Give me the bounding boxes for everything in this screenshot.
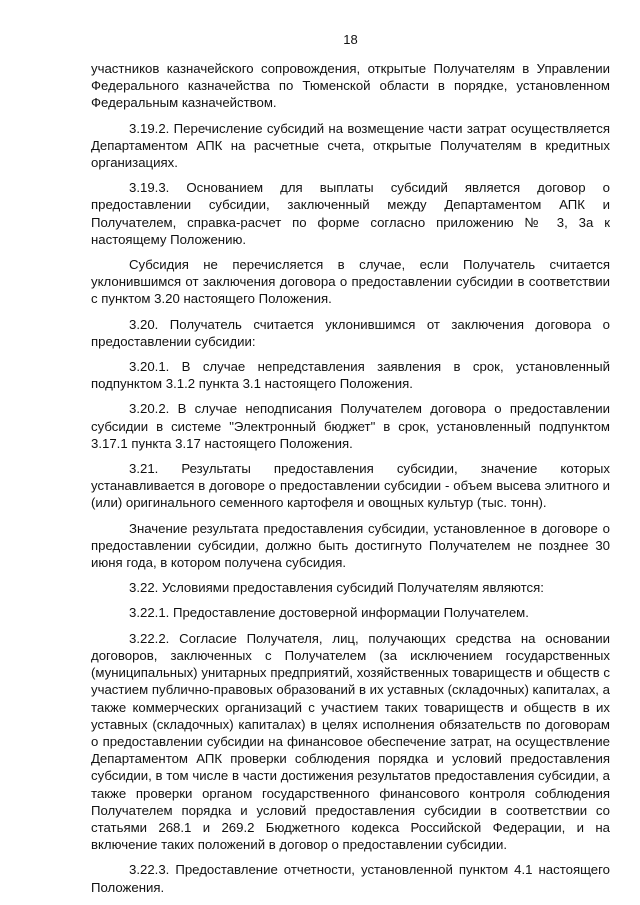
paragraph-3-22-3: 3.22.3. Предоставление отчетности, установленной пунктом 4.1 настоящего Положения. xyxy=(91,862,610,895)
paragraph-3-21: 3.21. Результаты предоставления субсидии, значение которых устанавливается в договоре о предоставлении субсидии - объем высева элитного и (или) оригинального семенного картофеля и овощных культур (тыс. тонн). xyxy=(91,461,610,511)
paragraph-3-20-2: 3.20.2. В случае неподписания Получателем договора о предоставлении субсидии в системе "Электронный бюджет" в срок, установленный подпунктом 3.17.1 пункта 3.17 настоящего Положения. xyxy=(91,401,610,451)
paragraph-continuation: участников казначейского сопровождения, открытые Получателям в Управлении Федерального казначейства по Тюменской области в порядке, установленном Федеральным казначейством. xyxy=(91,61,610,111)
paragraph-3-22: 3.22. Условиями предоставления субсидий Получателям являются: xyxy=(129,580,544,596)
paragraph-3-22-1: 3.22.1. Предоставление достоверной информации Получателем. xyxy=(129,605,529,621)
paragraph-3-20: 3.20. Получатель считается уклонившимся от заключения договора о предоставлении субсидии: xyxy=(91,316,610,349)
paragraph-3-19-3: 3.19.3. Основанием для выплаты субсидий является договор о предоставлении субсидии, заключенный между Департаментом АПК и Получателем, справка-расчет по форме согласно приложению № 3, 3а к настоящему Положению. xyxy=(91,180,610,247)
paragraph-3-19-2: 3.19.2. Перечисление субсидий на возмещение части затрат осуществляется Департаментом АПК на расчетные счета, открытые Получателям в кредитных организациях. xyxy=(91,120,610,171)
paragraph-subsidy-not-transferred: Субсидия не перечисляется в случае, если Получатель считается уклонившимся от заключения договора о предоставлении субсидии в соответствии с пунктом 3.20 настоящего Положения. xyxy=(91,257,610,307)
paragraph-result-value: Значение результата предоставления субсидии, установленное в договоре о предоставлении субсидии, должно быть достигнуто Получателем не позднее 30 июня года, в котором получена субсидия. xyxy=(91,520,610,571)
page-number: 18 xyxy=(343,32,358,47)
paragraph-3-20-1: 3.20.1. В случае непредставления заявления в срок, установленный подпунктом 3.1.2 пункта 3.1 настоящего Положения. xyxy=(91,359,610,392)
paragraph-3-22-2: 3.22.2. Согласие Получателя, лиц, получающих средства на основании договоров, заключенных с Получателем (за исключением государственных (муниципальных) унитарных предприятий, хозяйственных товариществ и обществ с участием публично-правовых образований в их уставных (складочных) капиталах, а также коммерческих организаций с участием таких товариществ и обществ в их уставных (складочных) капиталах) в целях исполнения обязательств по договорам о предоставлении субсидии на финансовое обеспечение затрат, на осуществление Департаментом АПК проверки соблюдения порядка и условий предоставления субсидии, в том числе в части достижения результатов предоставления субсидии, а также проверки органом государственного финансового контроля соблюдения Получателем порядка и условий предоставления субсидии в соответствии со статьями 268.1 и 269.2 Бюджетного кодекса Российской Федерации, и на включение таких положений в договор о предоставлении субсидии. xyxy=(91,630,610,853)
